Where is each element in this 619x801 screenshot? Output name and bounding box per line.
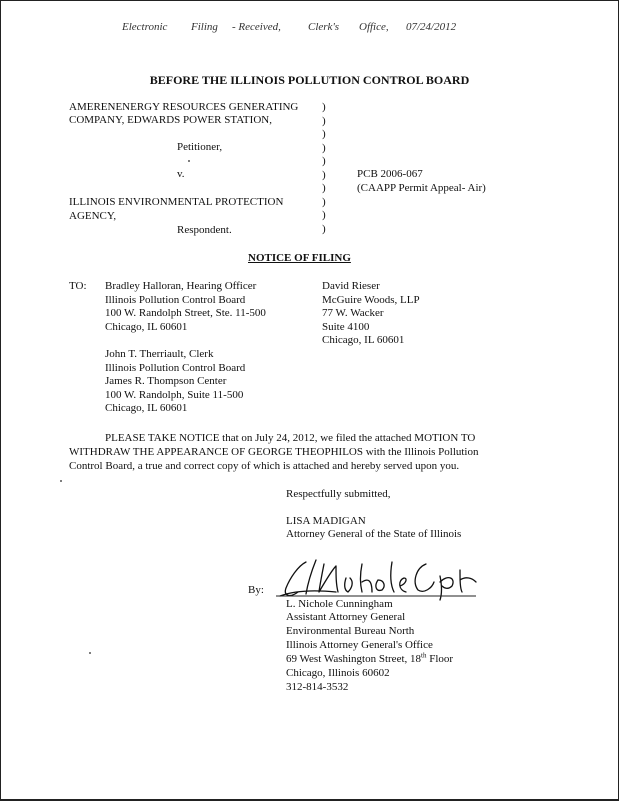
attorney-general-name: LISA MADIGAN: [286, 515, 366, 527]
petitioner-label: Petitioner,: [177, 141, 223, 153]
header-clerks: Clerk's: [308, 21, 340, 33]
recipient-halloran: Bradley Halloran, Hearing Officer Illinois Pollution Control Board 100 W. Randolph Street, Ste. 11-500 Chicago, IL 60601: [105, 280, 266, 333]
to-label: TO:: [69, 280, 87, 292]
respondent-label: Respondent.: [177, 224, 232, 236]
signer-city: Chicago, Illinois 60602: [286, 667, 390, 679]
signer-office: Illinois Attorney General's Office: [286, 639, 433, 651]
body-line3: Control Board, a true and correct copy of which is attached and hereby served upon you.: [69, 460, 460, 472]
signer-phone: 312-814-3532: [286, 681, 349, 693]
recipient-therriault: John T. Therriault, Clerk Illinois Pollution Control Board James R. Thompson Center 100 W. Randolph, Suite 11-500 Chicago, IL 60601: [105, 348, 246, 414]
caption-parentheses: ) ) ) ) ) ) ) ) ) ): [322, 101, 326, 235]
signer-bureau: Environmental Bureau North: [286, 625, 415, 637]
signer-title: Assistant Attorney General: [286, 611, 406, 623]
respondent-line1: ILLINOIS ENVIRONMENTAL PROTECTION: [69, 196, 284, 208]
header-filing: Filing: [191, 21, 218, 33]
by-label: By:: [248, 584, 264, 596]
signer-name: L. Nichole Cunningham: [286, 598, 393, 610]
scan-speck: [89, 652, 91, 654]
handwritten-signature: [276, 556, 481, 602]
respectfully-submitted: Respectfully submitted,: [286, 488, 391, 500]
header-electronic: Electronic: [122, 21, 168, 33]
header-office: Office,: [359, 21, 389, 33]
petitioner-line2: COMPANY, EDWARDS POWER STATION,: [69, 114, 272, 126]
body-line2: WITHDRAW THE APPEARANCE OF GEORGE THEOPHILOS with the Illinois Pollution: [69, 446, 479, 458]
board-title: BEFORE THE ILLINOIS POLLUTION CONTROL BOARD: [149, 73, 470, 87]
versus: v.: [177, 168, 185, 180]
petitioner-line1: AMERENENERGY RESOURCES GENERATING: [69, 101, 299, 113]
scan-speck: [188, 160, 190, 162]
respondent-line2: AGENCY,: [69, 210, 117, 222]
attorney-general-title: Attorney General of the State of Illinois: [286, 528, 462, 540]
recipient-rieser: David Rieser McGuire Woods, LLP 77 W. Wacker Suite 4100 Chicago, IL 60601: [322, 280, 420, 346]
body-line1: PLEASE TAKE NOTICE that on July 24, 2012, we filed the attached MOTION TO: [105, 432, 476, 444]
scan-speck: [60, 480, 62, 482]
header-received: - Received,: [232, 21, 281, 33]
case-number: PCB 2006-067: [357, 168, 423, 180]
notice-title: NOTICE OF FILING: [248, 252, 351, 264]
signer-street: 69 West Washington Street, 18th Floor: [286, 651, 454, 665]
header-date: 07/24/2012: [406, 21, 457, 33]
case-type: (CAAPP Permit Appeal- Air): [357, 182, 486, 194]
